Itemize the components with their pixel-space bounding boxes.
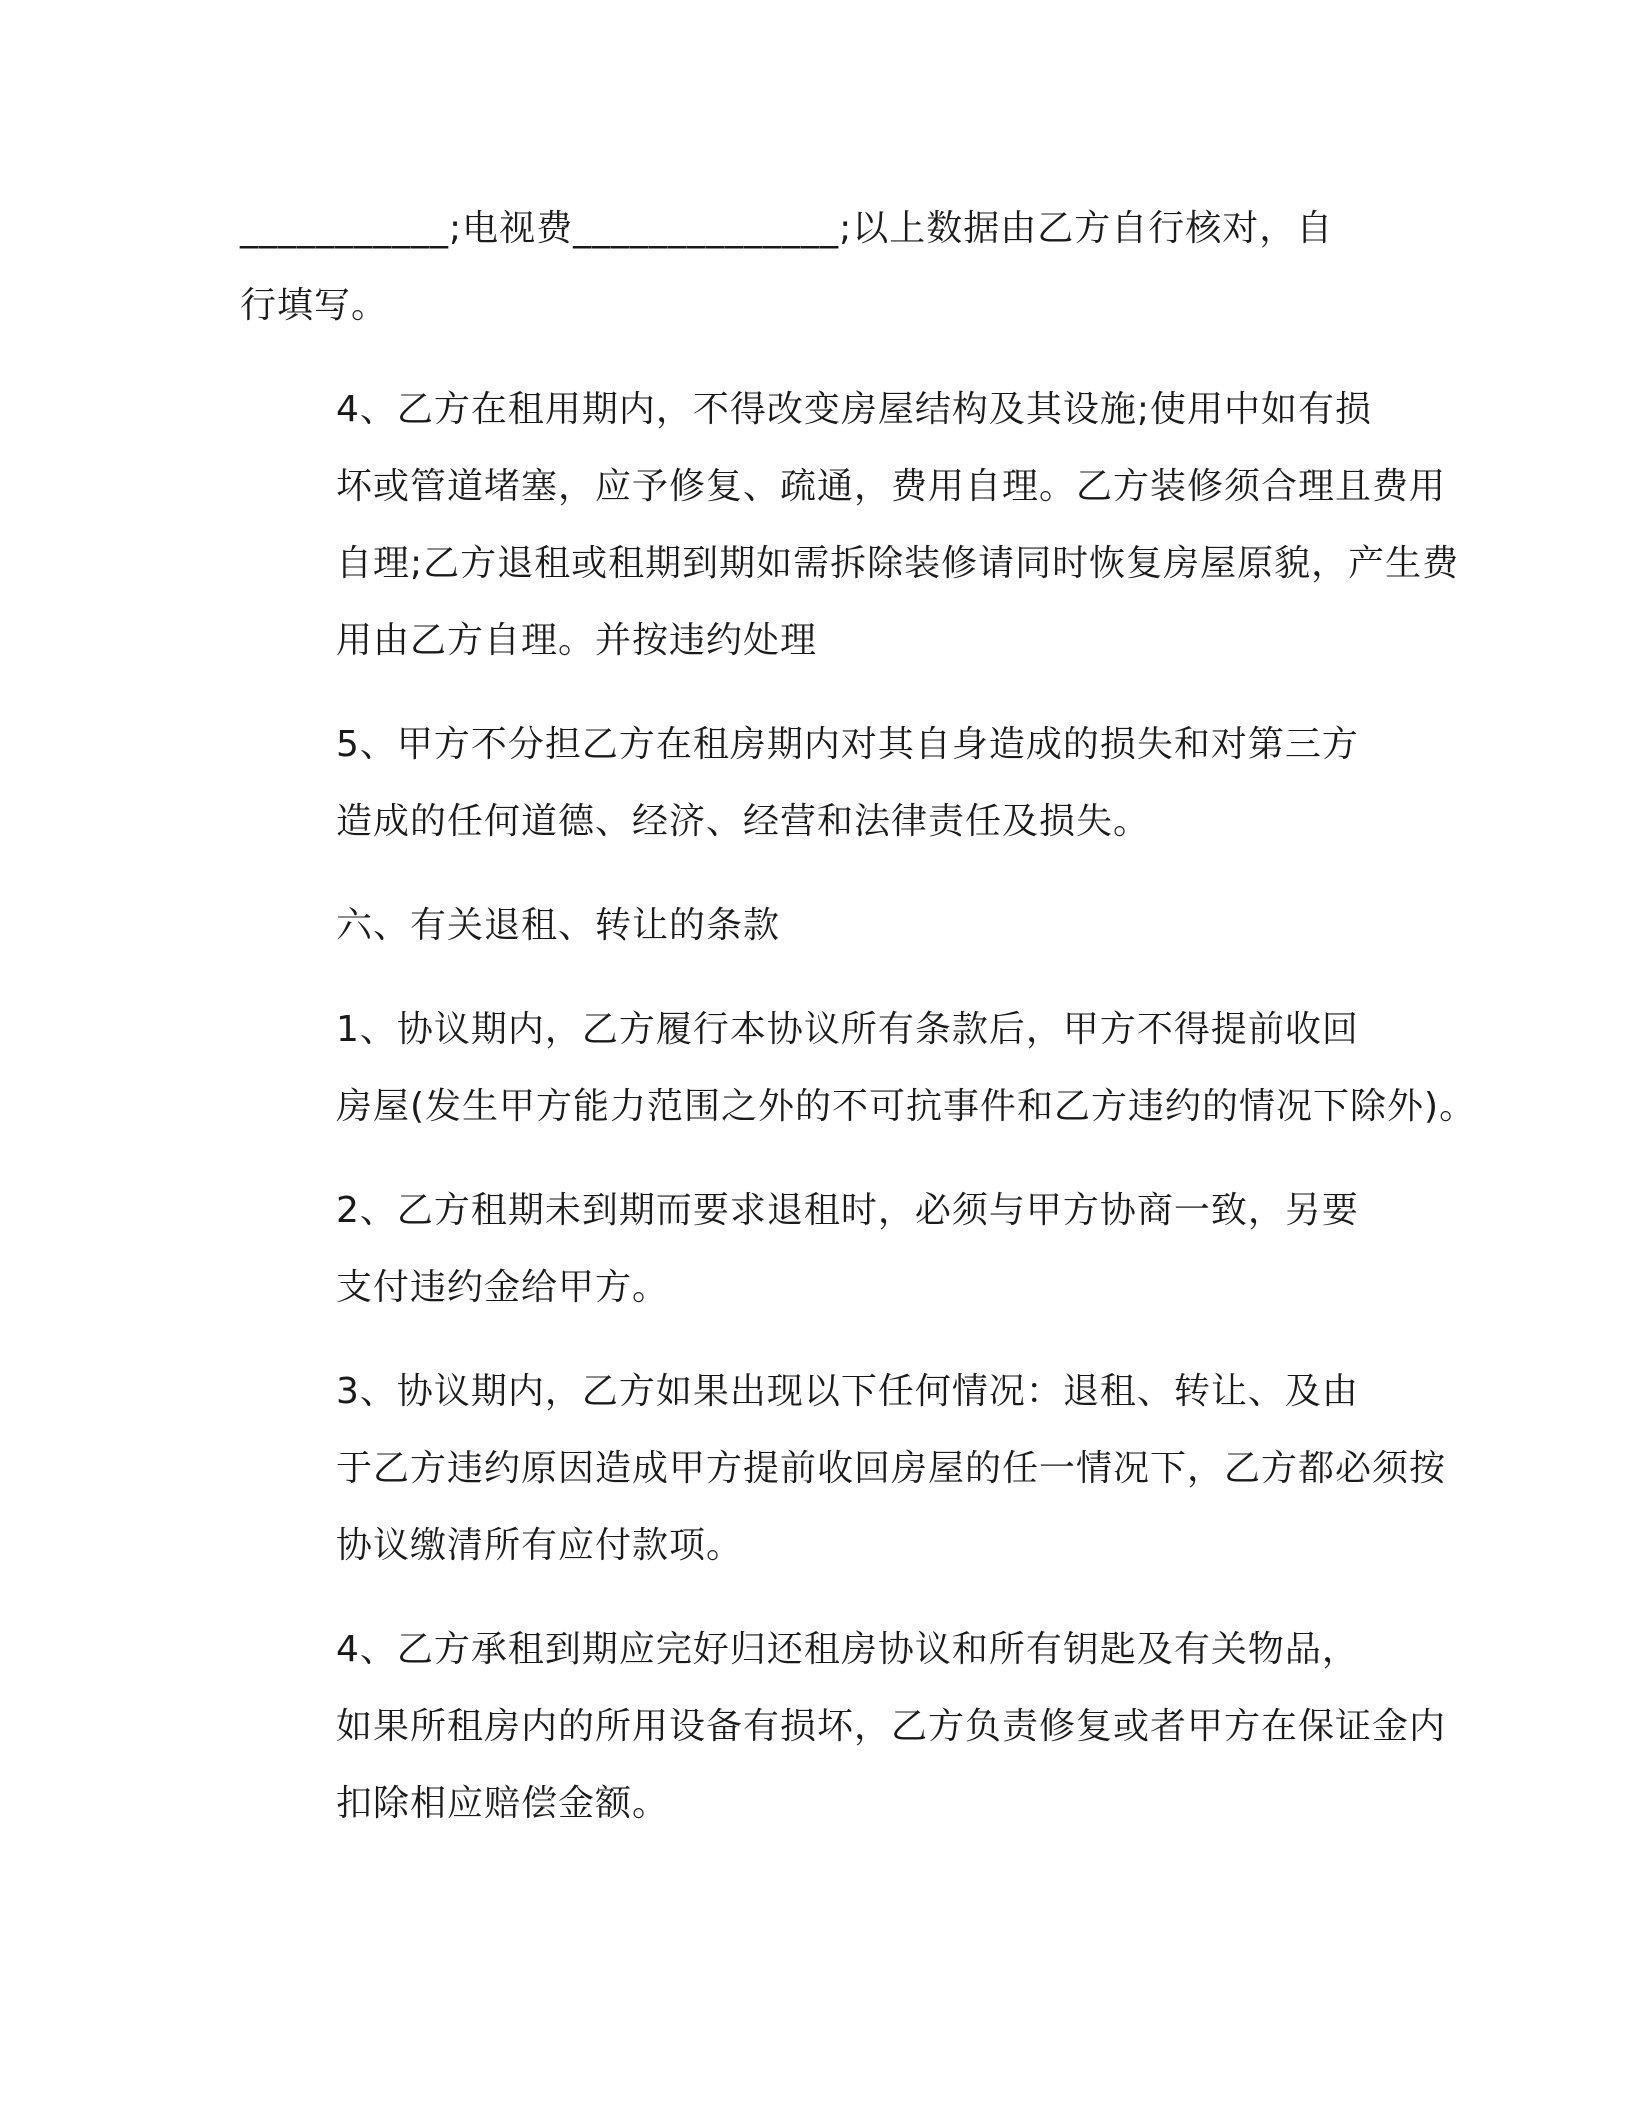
- text-line: ___________;电视费______________;以上数据由乙方自行核对，自: [240, 208, 1334, 249]
- text-line: 用由乙方自理。并按违约处理: [336, 620, 818, 661]
- text-line: 自理;乙方退租或租期到期如需拆除装修请同时恢复房屋原貌，产生费: [336, 543, 1460, 584]
- text-line: 六、有关退租、转让的条款: [336, 905, 781, 946]
- paragraph-termination-clause-3: [240, 1353, 1447, 1584]
- text-line: 支付违约金给甲方。: [336, 1267, 670, 1308]
- paragraph-termination-clause-4: [240, 1611, 1447, 1842]
- text-line: 5、甲方不分担乙方在租房期内对其自身造成的损失和对第三方: [336, 724, 1359, 765]
- text-line: 于乙方违约原因造成甲方提前收回房屋的任一情况下，乙方都必须按: [336, 1448, 1447, 1489]
- text-line: 造成的任何道德、经济、经营和法律责任及损失。: [336, 801, 1151, 842]
- text-line: 扣除相应赔偿金额。: [336, 1783, 670, 1824]
- document-page: [240, 190, 1477, 1869]
- text-line: 2、乙方租期未到期而要求退租时，必须与甲方协商一致，另要: [336, 1190, 1359, 1231]
- paragraph-termination-clause-2: [240, 1172, 1390, 1326]
- paragraph-termination-clause-1: [240, 991, 1477, 1145]
- section-heading-termination: [240, 887, 1390, 964]
- text-line: 房屋(发生甲方能力范围之外的不可抗事件和乙方违约的情况下除外)。: [336, 1086, 1477, 1127]
- text-line: 坏或管道堵塞，应予修复、疏通，费用自理。乙方装修须合理且费用: [336, 466, 1447, 507]
- text-line: 1、协议期内，乙方履行本协议所有条款后，甲方不得提前收回: [336, 1009, 1359, 1050]
- paragraph-clause-4-structure: [240, 371, 1460, 679]
- paragraph-clause-5-liability: [240, 706, 1390, 860]
- text-line: 协议缴清所有应付款项。: [336, 1525, 744, 1566]
- text-line: 3、协议期内，乙方如果出现以下任何情况：退租、转让、及由: [336, 1371, 1359, 1412]
- text-line: 4、乙方承租到期应完好归还租房协议和所有钥匙及有关物品，: [336, 1629, 1359, 1670]
- paragraph-utility-fees: [240, 190, 1390, 344]
- text-line: 4、乙方在租用期内，不得改变房屋结构及其设施;使用中如有损: [336, 389, 1373, 430]
- text-line: 行填写。: [240, 285, 389, 326]
- text-line: 如果所租房内的所用设备有损坏，乙方负责修复或者甲方在保证金内: [336, 1706, 1447, 1747]
